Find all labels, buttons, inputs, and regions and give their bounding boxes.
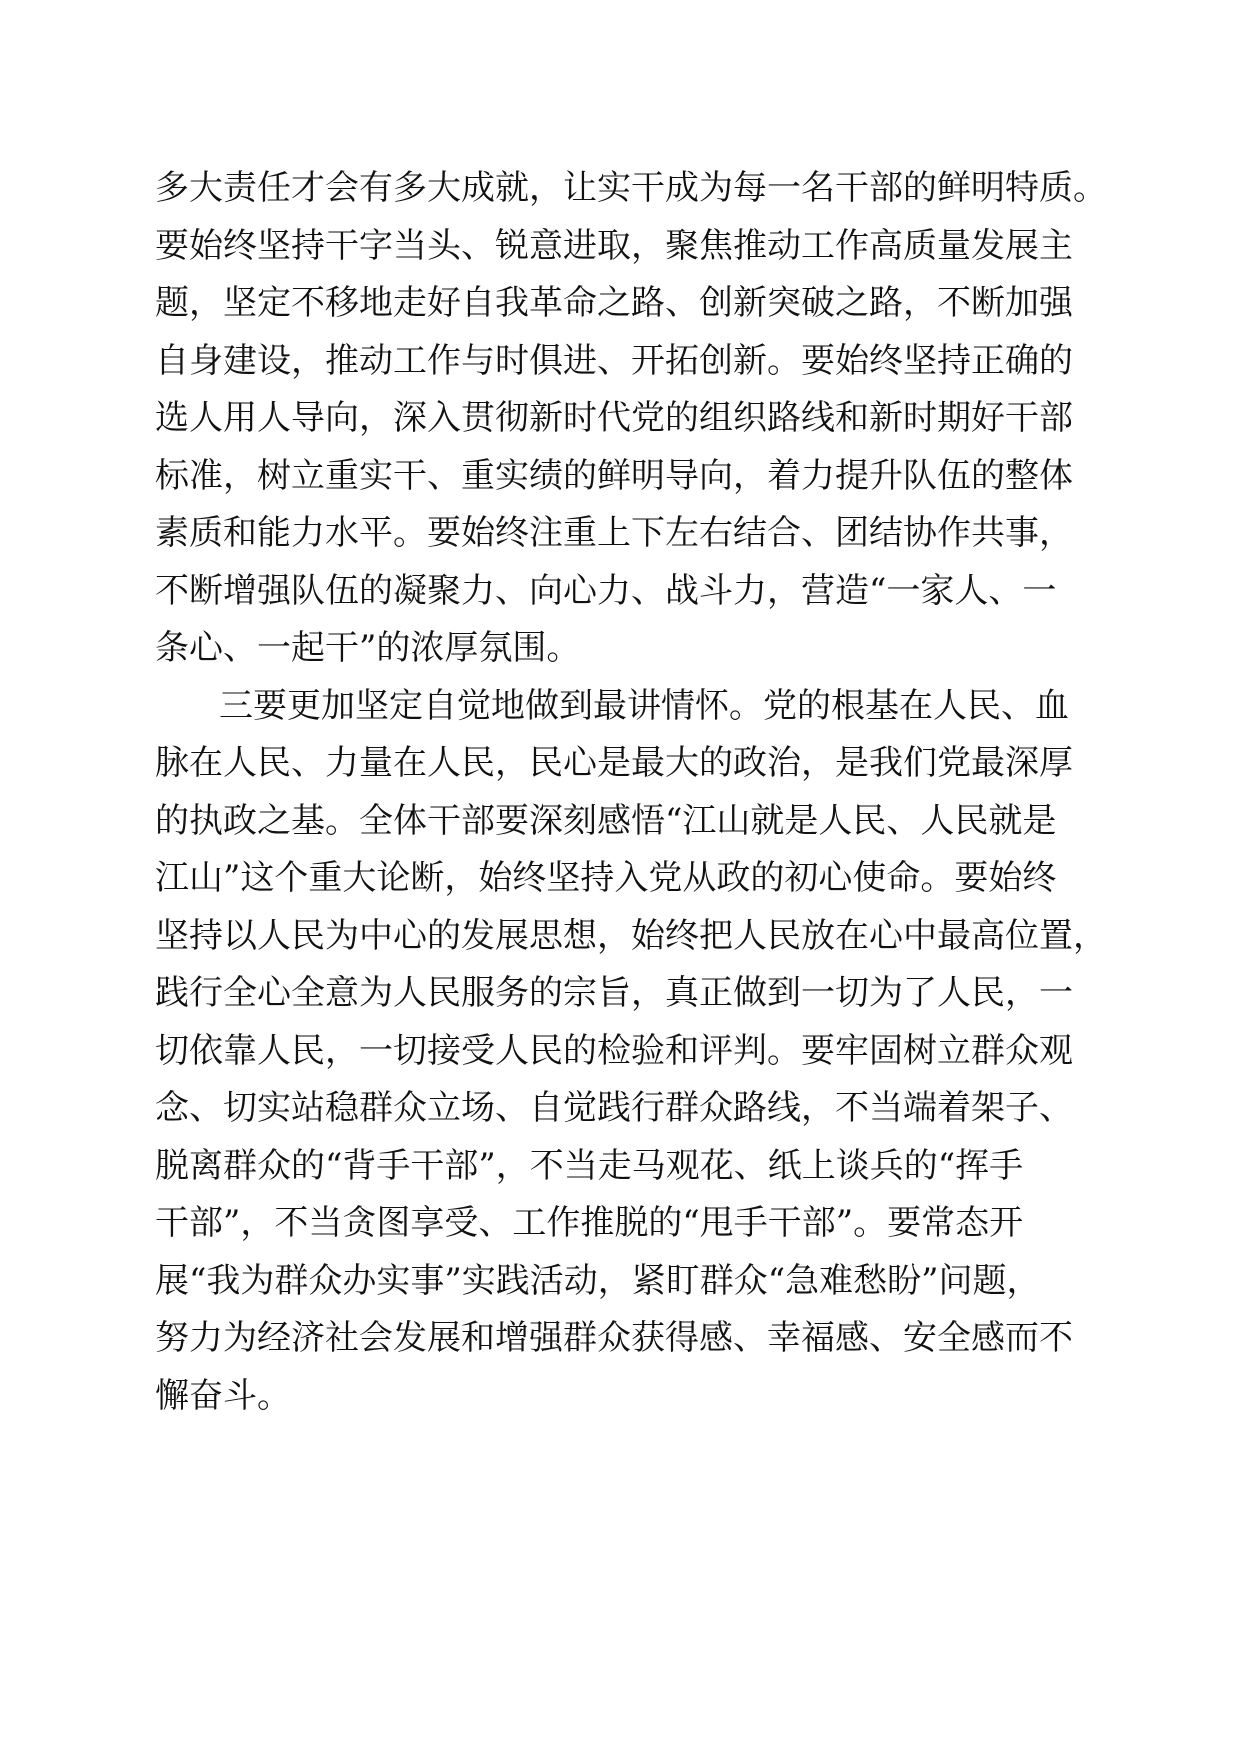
text-line: 切依靠人民，一切接受人民的检验和评判。要牢固树立群众观 [155, 1030, 1073, 1071]
text-line: 坚持以人民为中心的发展思想，始终把人民放在心中最高位置， [155, 915, 1107, 956]
paragraph-start-line: 三要更加坚定自觉地做到最讲情怀。党的根基在人民、血 [219, 685, 1069, 726]
text-line: 题，坚定不移地走好自我革命之路、创新突破之路，不断加强 [155, 283, 1073, 323]
text-line: 素质和能力水平。要始终注重上下左右结合、团结协作共事， [155, 513, 1073, 553]
text-line: 多大责任才会有多大成就，让实干成为每一名干部的鲜明特质。 [155, 168, 1107, 208]
text-line: 江山”这个重大论断，始终坚持入党从政的初心使命。要始终 [155, 858, 1057, 898]
body-text [155, 160, 1107, 1425]
text-line: 标准，树立重实干、重实绩的鲜明导向，着力提升队伍的整体 [155, 455, 1073, 496]
text-line: 脱离群众的“背手干部”，不当走马观花、纸上谈兵的“挥手 [155, 1145, 1024, 1186]
text-line: 不断增强队伍的凝聚力、向心力、战斗力，营造“一家人、一 [155, 570, 1057, 611]
text-line: 的执政之基。全体干部要深刻感悟“江山就是人民、人民就是 [155, 800, 1057, 841]
text-line: 自身建设，推动工作与时俱进、开拓创新。要始终坚持正确的 [155, 340, 1073, 381]
text-line: 条心、一起干”的浓厚氛围。 [155, 628, 581, 668]
text-line: 要始终坚持干字当头、锐意进取，聚焦推动工作高质量发展主 [155, 225, 1073, 266]
text-line: 脉在人民、力量在人民，民心是最大的政治，是我们党最深厚 [155, 743, 1073, 783]
text-line: 努力为经济社会发展和增强群众获得感、幸福感、安全感而不 [155, 1318, 1073, 1358]
text-line: 践行全心全意为人民服务的宗旨，真正做到一切为了人民，一 [155, 973, 1073, 1013]
text-line: 选人用人导向，深入贯彻新时代党的组织路线和新时期好干部 [155, 398, 1073, 438]
text-line: 干部”，不当贪图享受、工作推脱的“甩手干部”。要常态开 [155, 1203, 1024, 1243]
text-line: 念、切实站稳群众立场、自觉践行群众路线，不当端着架子、 [155, 1088, 1073, 1128]
text-line: 展“我为群众办实事”实践活动，紧盯群众“急难愁盼”问题， [155, 1260, 1041, 1301]
text-line: 懈奋斗。 [155, 1375, 291, 1416]
